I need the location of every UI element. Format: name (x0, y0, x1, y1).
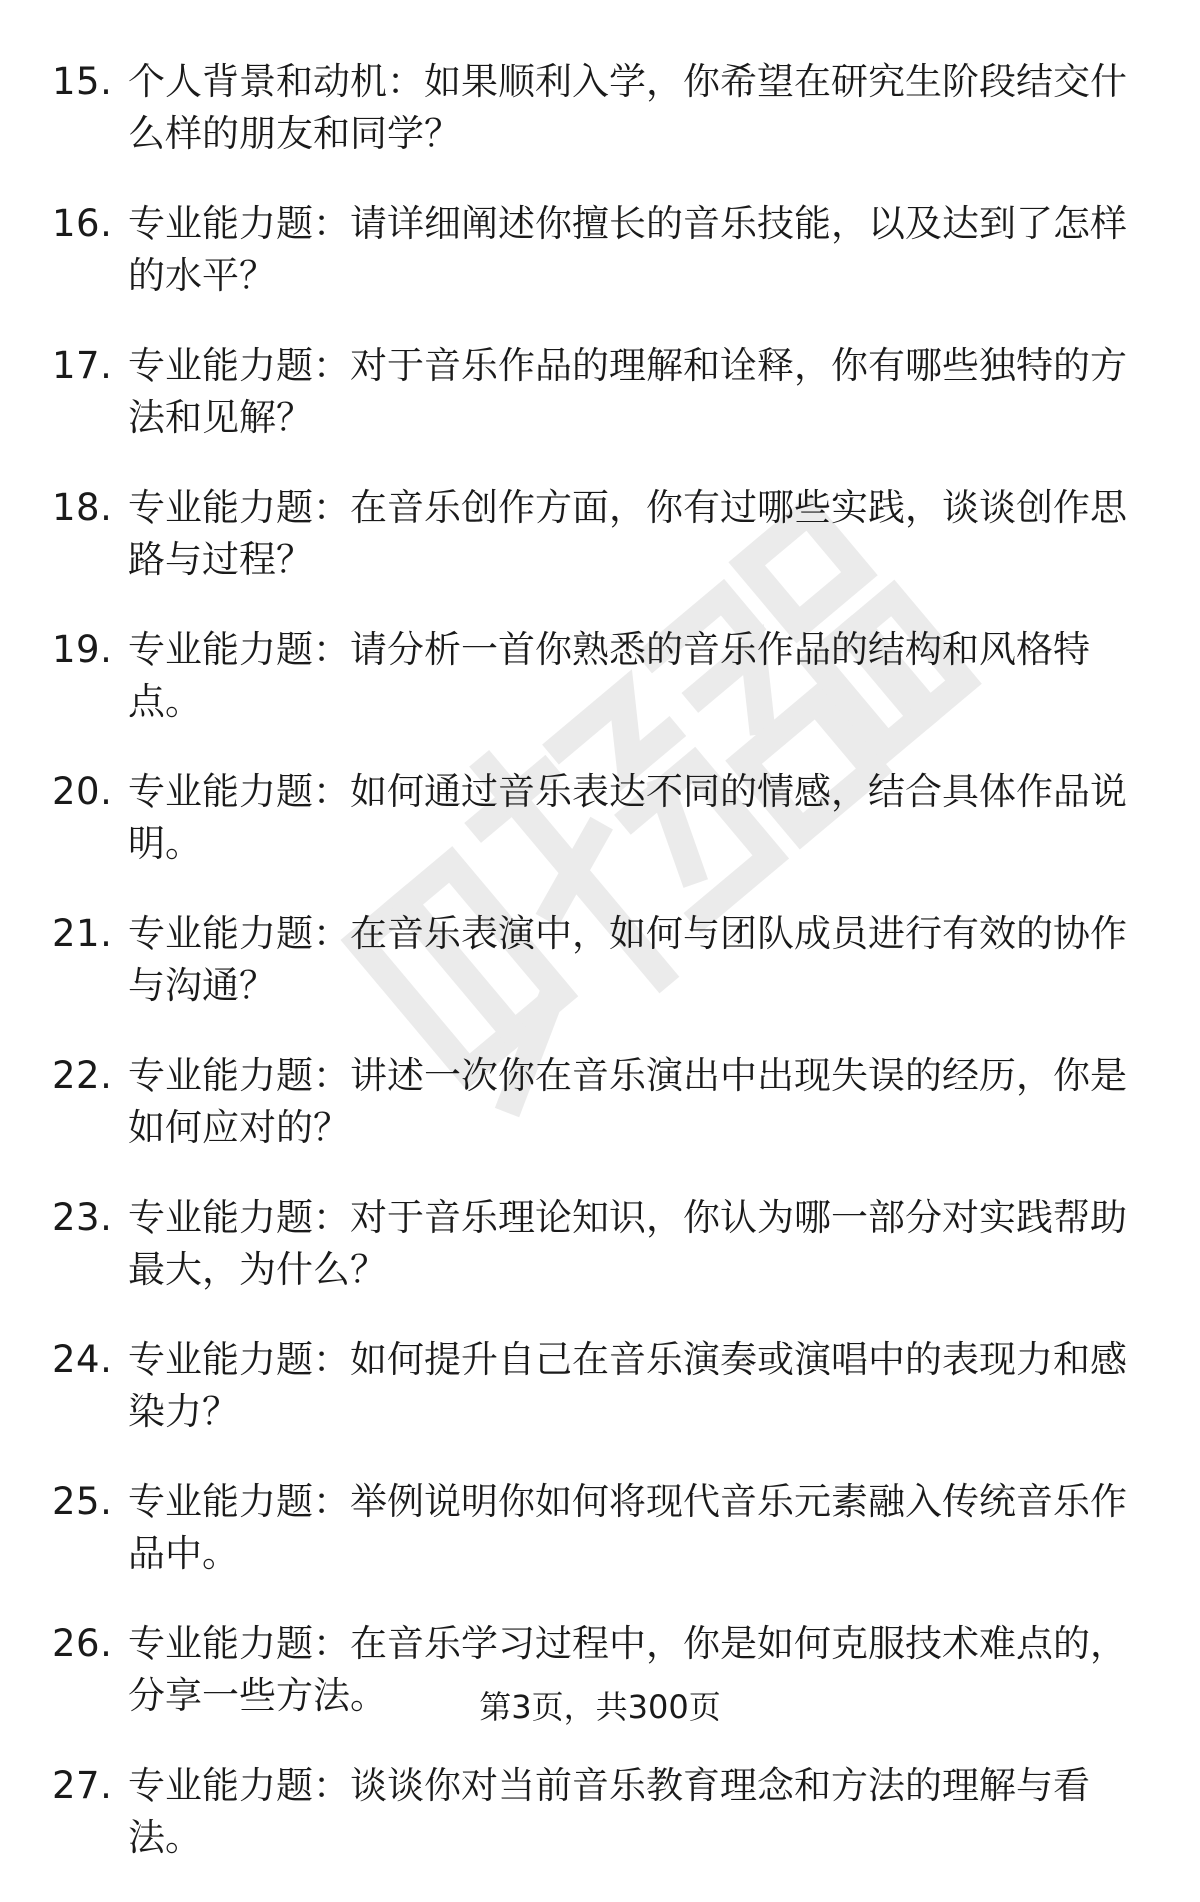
question-text: 专业能力题：如何通过音乐表达不同的情感，结合具体作品说明。 (128, 770, 1127, 865)
question-text: 个人背景和动机：如果顺利入学，你希望在研究生阶段结交什么样的朋友和同学？ (128, 60, 1127, 155)
question-item-23 (52, 1192, 1142, 1296)
question-text: 专业能力题：在音乐学习过程中，你是如何克服技术难点的，分享一些方法。 (128, 1622, 1127, 1717)
question-text: 专业能力题：在音乐创作方面，你有过哪些实践，谈谈创作思路与过程？ (128, 486, 1127, 581)
question-text: 专业能力题：讲述一次你在音乐演出中出现失误的经历，你是如何应对的？ (128, 1054, 1127, 1149)
question-item-15 (52, 56, 1142, 160)
question-number: 20. (52, 770, 113, 813)
question-item-16 (52, 198, 1142, 302)
question-number: 23. (52, 1196, 113, 1239)
page-footer (0, 1685, 1200, 1729)
question-text: 专业能力题：请分析一首你熟悉的音乐作品的结构和风格特点。 (128, 628, 1090, 723)
question-number: 25. (52, 1480, 113, 1523)
question-item-20 (52, 766, 1142, 870)
question-number: 26. (52, 1622, 113, 1665)
question-item-19 (52, 624, 1142, 728)
question-text: 专业能力题：如何提升自己在音乐演奏或演唱中的表现力和感染力？ (128, 1338, 1127, 1433)
question-list (52, 56, 1142, 1902)
question-text: 专业能力题：请详细阐述你擅长的音乐技能，以及达到了怎样的水平？ (128, 202, 1127, 297)
question-number: 22. (52, 1054, 113, 1097)
question-item-18 (52, 482, 1142, 586)
question-number: 17. (52, 344, 113, 387)
question-item-17 (52, 340, 1142, 444)
question-item-27 (52, 1760, 1142, 1864)
question-text: 专业能力题：对于音乐作品的理解和诠释，你有哪些独特的方法和见解？ (128, 344, 1127, 439)
question-item-24 (52, 1334, 1142, 1438)
question-number: 16. (52, 202, 113, 245)
question-number: 19. (52, 628, 113, 671)
question-number: 15. (52, 60, 113, 103)
question-text: 专业能力题：谈谈你对当前音乐教育理念和方法的理解与看法。 (128, 1764, 1090, 1859)
question-number: 27. (52, 1764, 113, 1807)
question-item-22 (52, 1050, 1142, 1154)
question-item-21 (52, 908, 1142, 1012)
question-text: 专业能力题：在音乐表演中，如何与团队成员进行有效的协作与沟通？ (128, 912, 1127, 1007)
page-number-label: 第3页，共300页 (479, 1688, 721, 1726)
question-number: 18. (52, 486, 113, 529)
question-number: 21. (52, 912, 113, 955)
question-text: 专业能力题：对于音乐理论知识，你认为哪一部分对实践帮助最大，为什么？ (128, 1196, 1127, 1291)
question-text: 专业能力题：举例说明你如何将现代音乐元素融入传统音乐作品中。 (128, 1480, 1127, 1575)
question-item-25 (52, 1476, 1142, 1580)
question-number: 24. (52, 1338, 113, 1381)
